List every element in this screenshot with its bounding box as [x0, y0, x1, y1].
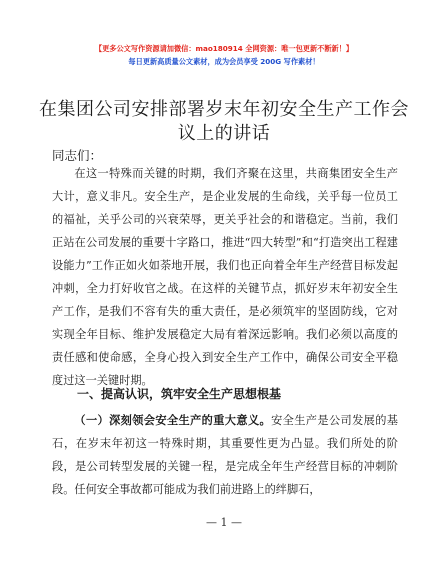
greeting: 同志们： [52, 148, 103, 163]
body-paragraph-1: 在这一特殊而关键的时期，我们齐聚在这里，共商集团安全生产大计，意义非凡。安全生产，是企业发展的生命线，关乎每一位员工的福祉，关乎公司的兴衰荣辱，更关乎社会的和谐稳定。当前，我们正站在公司发展的重要十字路口，推进“四大转型”和“打造突出工程建设能力”工作正如火如荼地开展，我们也正向着全年生产经营目标发起冲刺，全力打好收官之战。在这样的关键节点，抓好岁末年初安全生产工作，是我们不容有失的重大责任，是必须筑牢的坚固防线，它对实现全年目标、维护发展稳定大局有着深远影响。我们必须以高度的责任感和使命感，全身心投入到安全生产工作中，确保公司安全平稳度过这一关键时期。 [52, 167, 398, 387]
document-title-line2: 议上的讲话 [177, 123, 271, 144]
body-paragraph-2-text: 安全生产是公司发展的基石，在岁末年初这一特殊时期，其重要性更为凸显。我们所处的阶段，是公司转型发展的关键一程，是完成全年生产经营目标的冲刺阶段。任何安全事故都可能成为我们前进路上的绊脚石， [52, 414, 398, 496]
body-paragraph-2 [52, 409, 398, 501]
promo-banner-line2: 每日更新高质量公文素材，成为会员享受 200G 写作素材！ [128, 57, 320, 66]
section-heading-1: 一、提高认识，筑牢安全生产思想根基 [77, 387, 282, 401]
page-number: — 1 — [206, 516, 242, 529]
document-title-line1: 在集团公司安排部署岁末年初安全生产工作会 [39, 99, 409, 120]
subsection-heading: （一）深刻领会安全生产的重大意义。 [74, 413, 272, 427]
promo-banner-line1: 【更多公文写作资源请加微信：mao180914 全网资源：唯一包更新不断新！】 [94, 44, 354, 53]
